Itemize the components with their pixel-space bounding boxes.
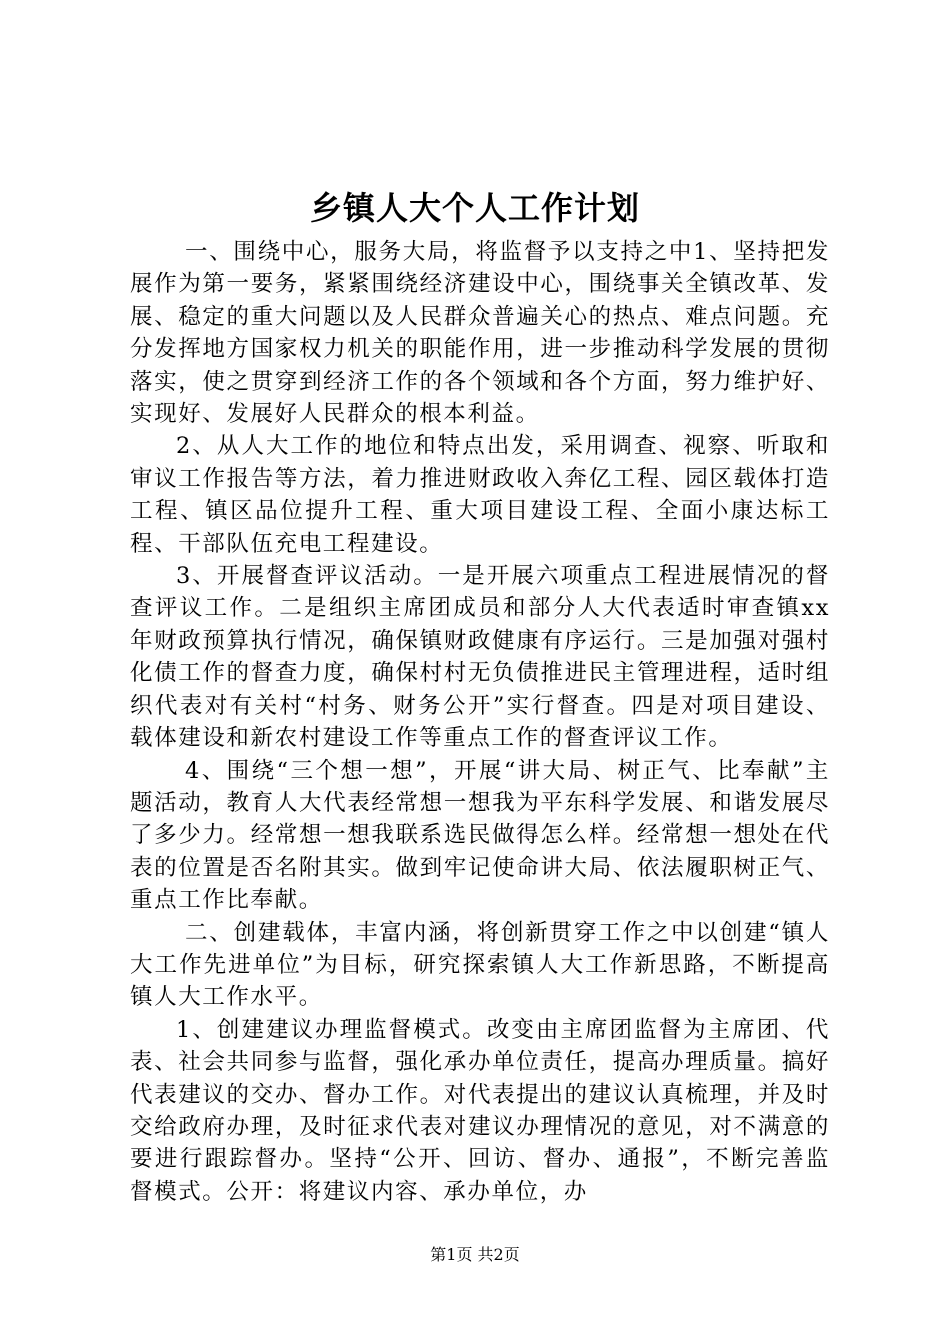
paragraph: 1、创建建议办理监督模式。改变由主席团监督为主席团、代表、社会共同参与监督，强化承办单位责任，提高办理质量。搞好代表建议的交办、督办工作。对代表提出的建议认真梳理，并及时交给政府办理，及时征求代表对建议办理情况的意见，对不满意的要进行跟踪督办。坚持“公开、回访、督办、通报”，不断完善监督模式。公开：将建议内容、承办单位，办 — [130, 1016, 830, 1205]
paragraph: 3、开展督查评议活动。一是开展六项重点工程进展情况的督查评议工作。二是组织主席团成员和部分人大代表适时审查镇xx年财政预算执行情况，确保镇财政健康有序运行。三是加强对强村化债工作的督查力度，确保村村无负债推进民主管理进程，适时组织代表对有关村“村务、财务公开”实行督查。四是对项目建设、载体建设和新农村建设工作等重点工作的督查评议工作。 — [130, 563, 830, 752]
paragraph: 2、从人大工作的地位和特点出发，采用调查、视察、听取和审议工作报告等方法，着力推进财政收入奔亿工程、园区载体打造工程、镇区品位提升工程、重大项目建设工程、全面小康达标工程、干部队伍充电工程建设。 — [130, 433, 830, 557]
page-footer: 第1页 共2页 — [430, 1245, 520, 1264]
document-body — [130, 236, 830, 1208]
paragraph: 一、围绕中心，服务大局，将监督予以支持之中1、坚持把发展作为第一要务，紧紧围绕经济建设中心，围绕事关全镇改革、发展、稳定的重大问题以及人民群众普遍关心的热点、难点问题。充分发挥地方国家权力机关的职能作用，进一步推动科学发展的贯彻落实，使之贯穿到经济工作的各个领域和各个方面，努力维护好、实现好、发展好人民群众的根本利益。 — [130, 239, 830, 428]
paragraph: 4、围绕“三个想一想”，开展“讲大局、树正气、比奉献”主题活动，教育人大代表经常想一想我为平东科学发展、和谐发展尽了多少力。经常想一想我联系选民做得怎么样。经常想一想处在代表的位置是否名附其实。做到牢记使命讲大局、依法履职树正气、重点工作比奉献。 — [130, 757, 830, 914]
document-title: 乡镇人大个人工作计划 — [309, 189, 640, 227]
paragraph: 二、创建载体，丰富内涵，将创新贯穿工作之中以创建“镇人大工作先进单位”为目标，研究探索镇人大工作新思路，不断提高镇人大工作水平。 — [130, 919, 830, 1011]
